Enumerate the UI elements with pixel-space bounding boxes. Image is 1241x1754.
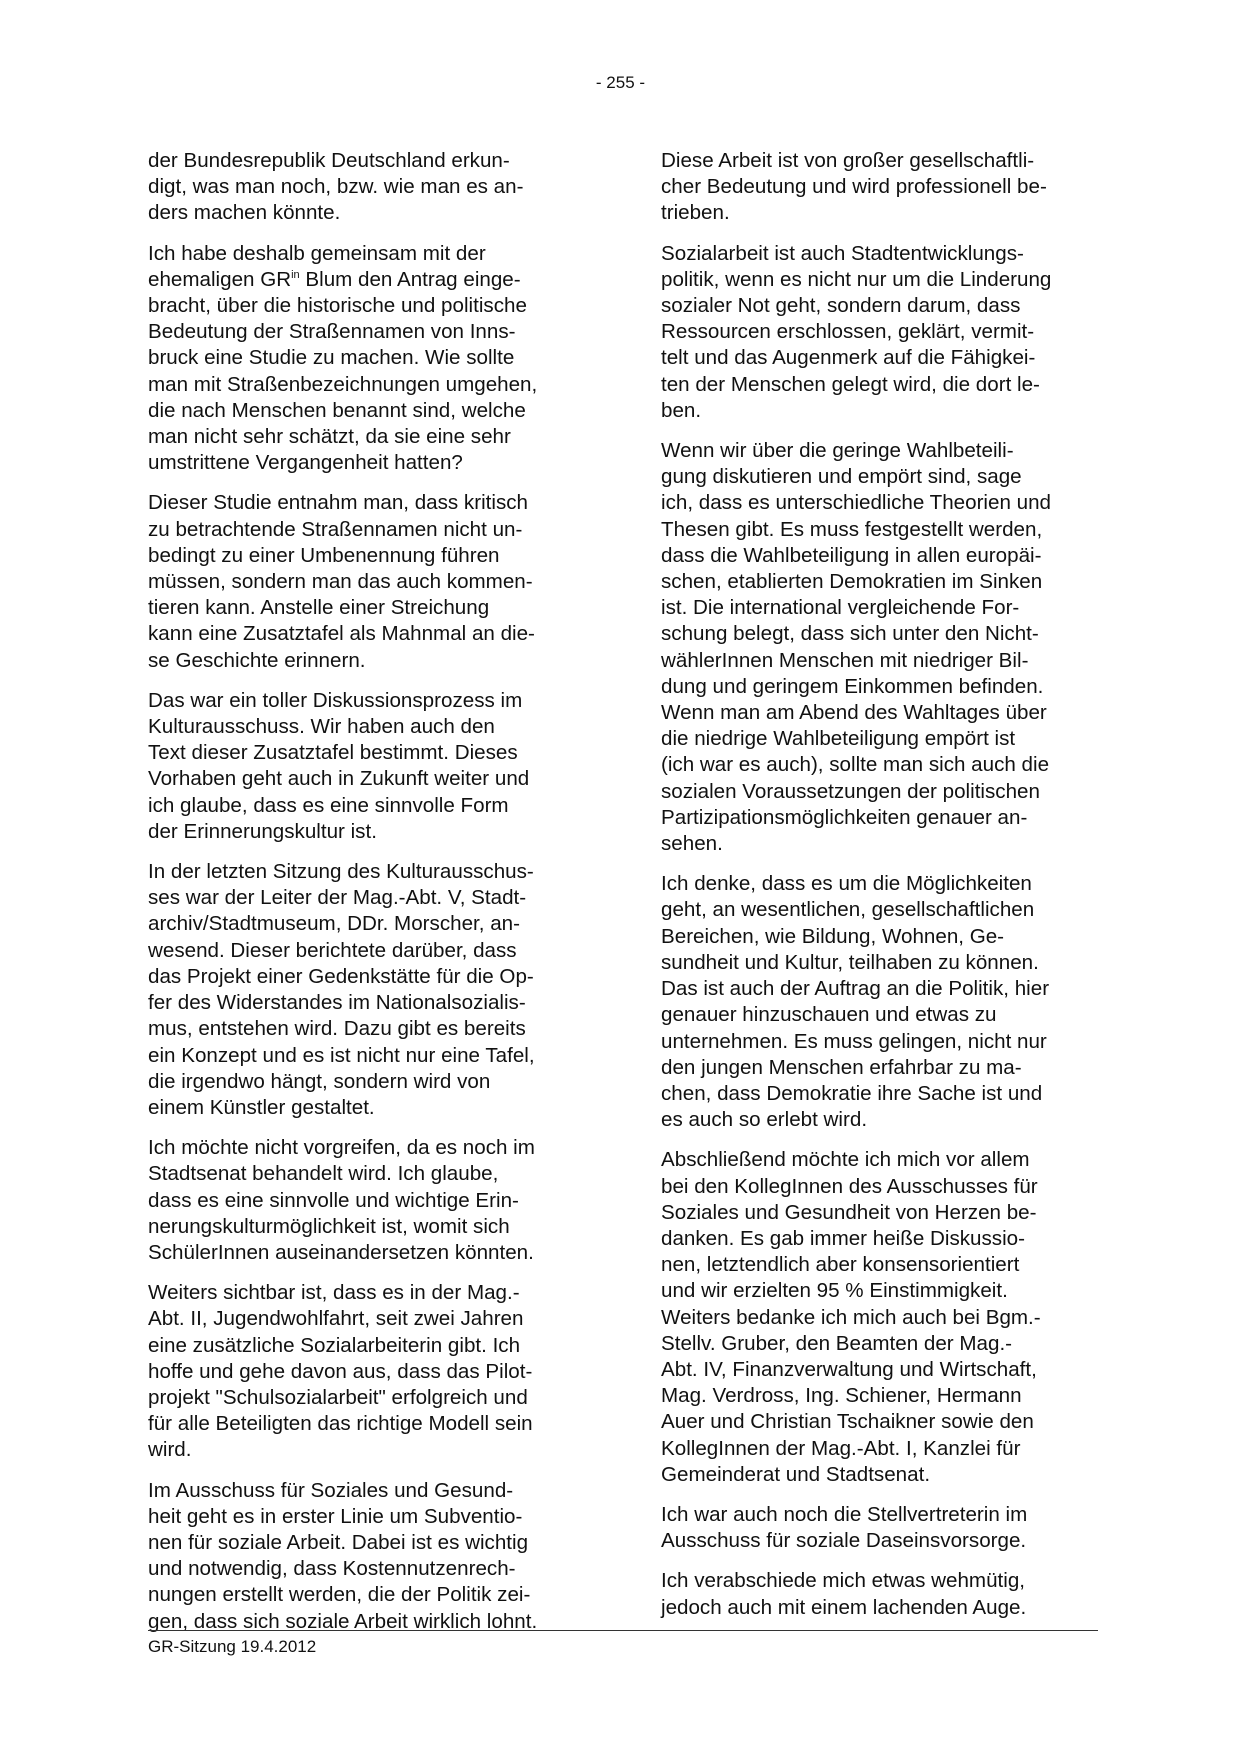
paragraph: Im Ausschuss für Soziales und Gesund- heit geht es in erster Linie um Subventio- nen für soziale Arbeit. Dabei ist es wichtig und notwendig, dass Kostennutzenrech- nungen erstellt werden, die der Politik zei- gen, dass sich soziale Arbeit wirklich lohnt. (148, 1478, 538, 1633)
paragraph: Ich verabschiede mich etwas wehmütig, jedoch auch mit einem lachenden Auge. (661, 1569, 1027, 1619)
paragraph: Ich denke, dass es um die Möglichkeiten geht, an wesentlichen, gesellschaftlichen Bereichen, wie Bildung, Wohnen, Ge- sundheit und Kultur, teilhaben zu können. Das ist auch der Auftrag an die Politik, hier genauer hinzuschauen und etwas zu unternehmen. Es muss gelingen, nicht nur den jungen Menschen erfahrbar zu ma- chen, dass Demokratie ihre Sache ist und es auch so erlebt wird. (661, 872, 1050, 1132)
page-number: - 255 - (595, 73, 646, 92)
superscript: in (291, 268, 300, 281)
footer-session-label: GR-Sitzung 19.4.2012 (148, 1637, 317, 1656)
paragraph: Das war ein toller Diskussionsprozess im Kulturausschuss. Wir haben auch den Text dieser Zusatztafel bestimmt. Dieses Vorhaben geht auch in Zukunft weiter und ich glaube, dass es eine sinnvolle Form der Erinnerungskultur ist. (148, 688, 530, 843)
paragraph-text: Blum den Antrag einge- bracht, über die historische und politische Bedeutung der Straßennamen von Inns- bruck eine Studie zu machen. Wie sollte man mit Straßenbezeichnungen umgehen, die nach Menschen benannt sind, welche man nicht sehr schätzt, da sie eine sehr umstrittene Vergangenheit hatten? (148, 267, 538, 475)
paragraph: Wenn wir über die geringe Wahlbeteili- gung diskutieren und empört sind, sage ich, dass es unterschiedliche Theorien und Thesen gibt. Es muss festgestellt werden, dass die Wahlbeteiligung in allen europäi- schen, etablierten Demokratien im Sinken ist. Die international vergleichende For- schung belegt, dass sich unter den Nicht- wählerInnen Menschen mit niedriger Bil- dung und geringem Einkommen befinden. Wenn man am Abend des Wahltages über die niedrige Wahlbeteiligung empört ist (ich war es auch), sollte man sich auch die sozialen Voraussetzungen der politischen Partizipationsmöglichkeiten genauer an- sehen. (661, 439, 1051, 856)
paragraph-text: Ich habe deshalb gemeinsam mit der ehemaligen GR (148, 241, 486, 291)
left-column (148, 148, 585, 1649)
paragraph: Ich war auch noch die Stellvertreterin im Ausschuss für soziale Daseinsvorsorge. (661, 1502, 1028, 1553)
paragraph: In der letzten Sitzung des Kulturausschus- ses war der Leiter der Mag.-Abt. V, Stadt- archiv/Stadtmuseum, DDr. Morscher, an- wesend. Dieser berichtete darüber, dass das Projekt einer Gedenkstätte für die Op- fer des Widerstandes im Nationalsozialis- mus, entstehen wird. Dazu gibt es bereits ein Konzept und es ist nicht nur eine Tafel, die irgendwo hängt, sondern wird von einem Künstler gestaltet. (148, 860, 535, 1119)
paragraph: Abschließend möchte ich mich vor allem bei den KollegInnen des Ausschusses für Soziales und Gesundheit von Herzen be- danken. Es gab immer heiße Diskussio- nen, letztendlich aber konsensorientiert und wir erzielten 95 % Einstimmigkeit. Weiters bedanke ich mich auch bei Bgm.- Stellv. Gruber, den Beamten der Mag.- Abt. IV, Finanzverwaltung und Wirtschaft, Mag. Verdross, Ing. Schiener, Hermann Auer und Christian Tschaikner sowie den KollegInnen der Mag.-Abt. I, Kanzlei für Gemeinderat und Stadtsenat. (661, 1148, 1041, 1486)
paragraph-with-superscript (148, 241, 585, 477)
paragraph: der Bundesrepublik Deutschland erkun- digt, was man noch, bzw. wie man es an- ders machen könnte. (148, 149, 524, 225)
paragraph: Diese Arbeit ist von großer gesellschaftli- cher Bedeutung und wird professionell be- trieben. (661, 149, 1047, 225)
paragraph: Sozialarbeit ist auch Stadtentwicklungs- politik, wenn es nicht nur um die Linderung sozialer Not geht, sondern darum, dass Ressourcen erschlossen, geklärt, vermit- telt und das Augenmerk auf die Fähigkei- ten der Menschen gelegt wird, die dort le- ben. (661, 241, 1052, 422)
paragraph: Ich möchte nicht vorgreifen, da es noch im Stadtsenat behandelt wird. Ich glaube, dass es eine sinnvolle und wichtige Erin- nerungskulturmöglichkeit ist, womit sich SchülerInnen auseinandersetzen könnten. (148, 1136, 535, 1264)
paragraph: Dieser Studie entnahm man, dass kritisch zu betrachtende Straßennamen nicht un- bedingt zu einer Umbenennung führen müssen, sondern man das auch kommen- tieren kann. Anstelle einer Streichung kann eine Zusatztafel als Mahnmal an die- se Geschichte erinnern. (148, 491, 535, 672)
right-column (661, 148, 1098, 1635)
footer-divider (148, 1630, 1098, 1631)
paragraph: Weiters sichtbar ist, dass es in der Mag.- Abt. II, Jugendwohlfahrt, seit zwei Jahren eine zusätzliche Sozialarbeiterin gibt. Ich hoffe und gehe davon aus, dass das Pilot- projekt "Schulsozialarbeit" erfolgreich und für alle Beteiligten das richtige Modell sein wird. (148, 1281, 533, 1462)
